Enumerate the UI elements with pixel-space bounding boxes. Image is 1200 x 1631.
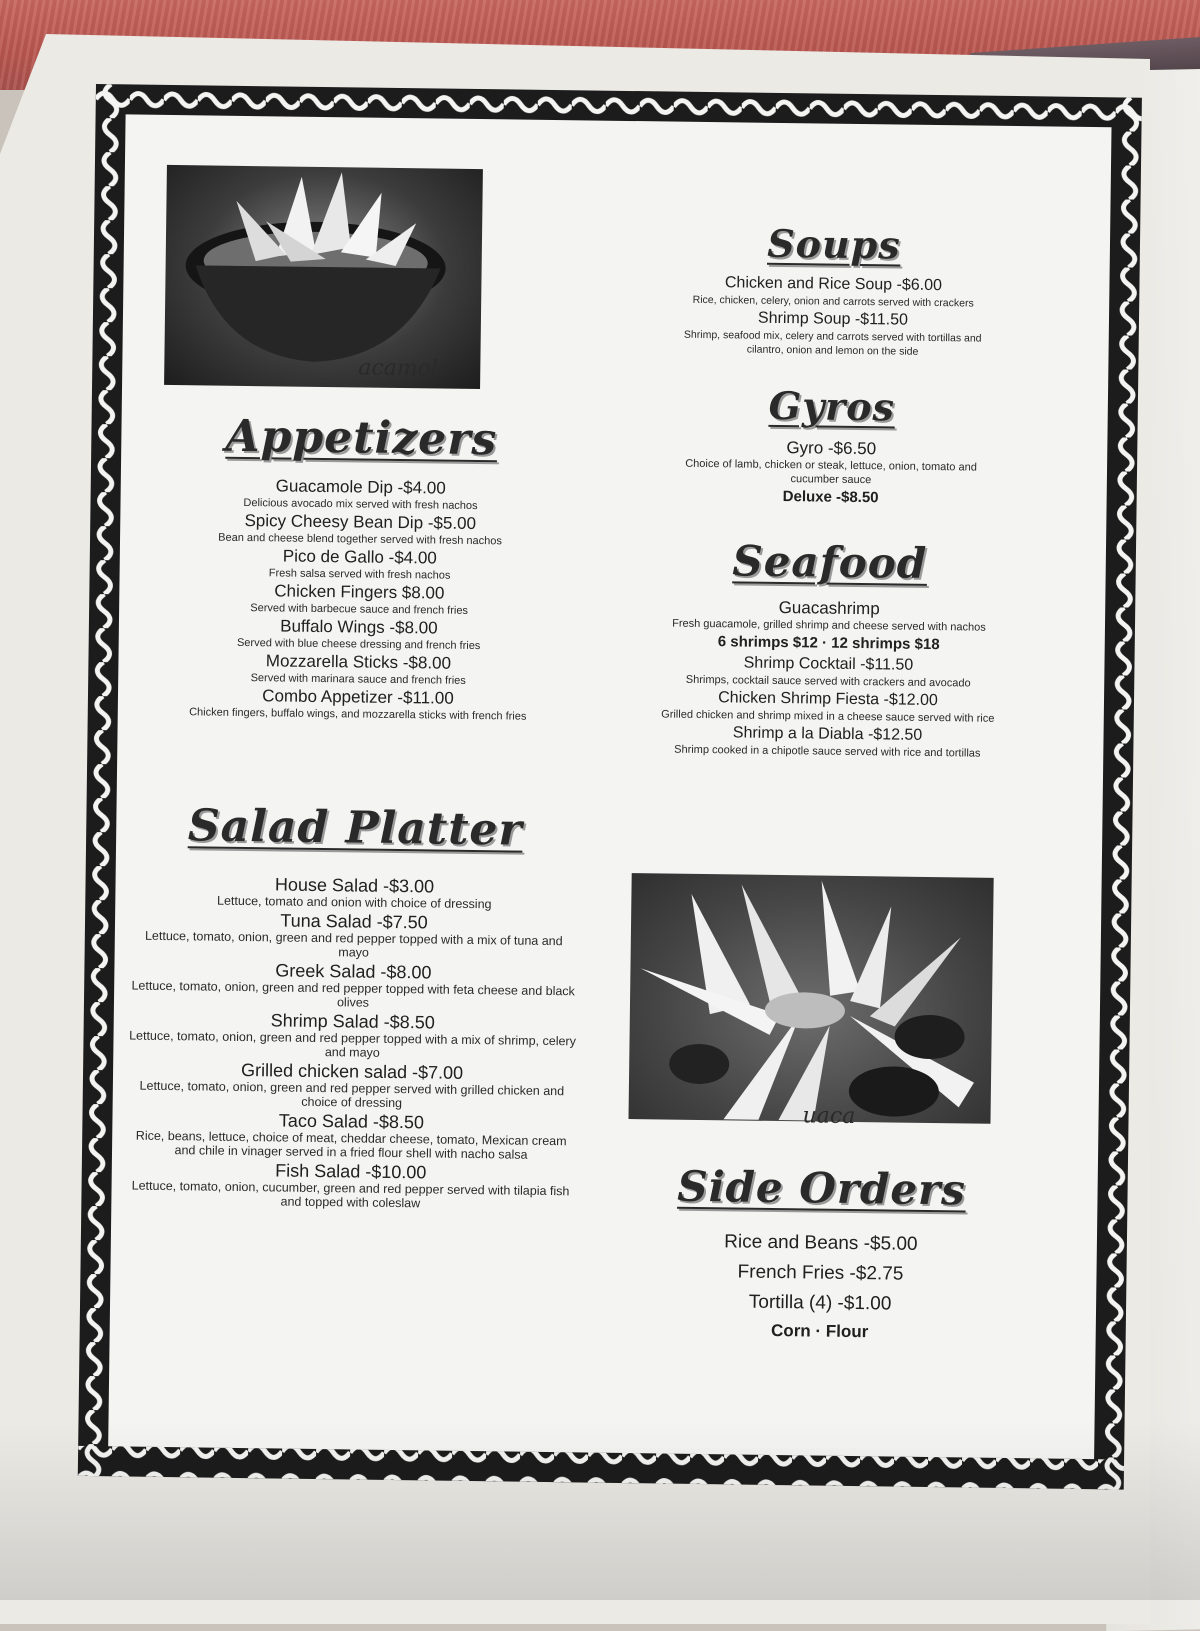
soup-desc: Rice, chicken, celery, onion and carrots served with crackers: [692, 293, 974, 310]
salad-desc: Lettuce, tomato, onion, green and red pepper served with grilled chicken and choice of dressing: [139, 1078, 565, 1111]
appetizer-desc: Chicken fingers, buffalo wings, and mozzarella sticks with french fries: [189, 706, 527, 723]
salad-item: House Salad -$3.00: [274, 874, 435, 897]
appetizer-desc: Delicious avocado mix served with fresh nachos: [243, 496, 478, 513]
soups-list: [667, 273, 998, 360]
guacashrimp-name: Guacashrimp: [778, 597, 880, 619]
soup-item: Chicken and Rice Soup -$6.00: [724, 274, 943, 295]
salad-desc: Lettuce, tomato, onion, green and red pepper topped with a mix of tuna and mayo: [144, 928, 563, 960]
salad-desc: Lettuce, tomato and onion with choice of dressing: [216, 893, 492, 912]
appetizer-item: Guacamole Dip -$4.00: [275, 476, 446, 498]
paper-shadow: [0, 1420, 1200, 1600]
salad-item: Greek Salad -$8.00: [275, 960, 432, 983]
appetizer-desc: Served with blue cheese dressing and french fries: [236, 636, 481, 653]
salad-list: [125, 873, 579, 1213]
side-item: Rice and Beans -$5.00: [724, 1231, 918, 1255]
appetizer-desc: Bean and cheese blend together served with fresh nachos: [218, 531, 503, 548]
seafood-item: Shrimp a la Diabla -$12.50: [732, 724, 923, 744]
salad-item: Tuna Salad -$7.50: [280, 910, 428, 933]
seafood-desc: Grilled chicken and shrimp mixed in a cheese sauce served with rice: [661, 708, 995, 725]
salad-desc: Lettuce, tomato, onion, cucumber, green and red pepper served with tilapia fish and topped with coleslaw: [131, 1178, 570, 1211]
appetizer-item: Chicken Fingers $8.00: [274, 581, 445, 603]
salad-desc: Rice, beans, lettuce, choice of meat, cheddar cheese, tomato, Mexican cream and chile in vinager served in a fried flour shell with nacho salsa: [135, 1128, 567, 1162]
seafood-section: [652, 535, 1005, 761]
seafood-title: Seafood: [732, 536, 928, 588]
appetizer-item: Buffalo Wings -$8.00: [280, 616, 438, 638]
side-item: Tortilla (4) -$1.00: [748, 1291, 892, 1315]
menu-sheet: [78, 84, 1142, 1490]
salad-desc: Lettuce, tomato, onion, green and red pepper topped with feta cheese and black olives: [131, 978, 575, 1010]
guacashrimp-illustration: [628, 873, 993, 1124]
soup-item: Shrimp Soup -$11.50: [757, 309, 909, 329]
guacashrimp-desc: Fresh guacamole, grilled shrimp and cheese served with nachos: [672, 617, 986, 634]
guacamole-bowl-illustration: [164, 165, 483, 389]
soups-title: Soups: [766, 220, 901, 268]
salad-item: Taco Salad -$8.50: [278, 1110, 425, 1133]
salad-item: Grilled chicken salad -$7.00: [240, 1059, 464, 1083]
salad-section: [125, 800, 580, 1215]
appetizer-item: Pico de Gallo -$4.00: [282, 546, 437, 568]
salad-desc: Lettuce, tomato, onion, green and red pepper topped with a mix of shrimp, celery and mayo: [129, 1028, 576, 1060]
salad-title: Salad Platter: [187, 800, 523, 856]
menu-content: [108, 114, 1111, 1459]
appetizer-desc: Fresh salsa served with fresh nachos: [268, 567, 451, 582]
seafood-item: Chicken Shrimp Fiesta -$12.00: [718, 689, 938, 710]
sides-section: [665, 1162, 977, 1344]
soup-desc: Shrimp, seafood mix, celery and carrots served with tortillas and cilantro, onion and lemon on the side: [683, 328, 982, 358]
guacashrimp-photo-caption: uaca: [802, 1103, 856, 1130]
salad-item: Fish Salad -$10.00: [275, 1160, 427, 1183]
appetizer-desc: Served with marinara sauce and french fries: [250, 672, 466, 687]
appetizers-title: Appetizers: [225, 410, 498, 466]
appetizer-item: Spicy Cheesy Bean Dip -$5.00: [244, 510, 477, 534]
seafood-item: Shrimp Cocktail -$11.50: [743, 654, 914, 674]
salad-item: Shrimp Salad -$8.50: [270, 1010, 435, 1033]
seafood-list: [652, 652, 1003, 761]
gyro-desc: Choice of lamb, chicken or steak, lettuce, onion, tomato and cucumber sauce: [685, 457, 977, 487]
seafood-desc: Shrimps, cocktail sauce served with crackers and avocado: [685, 673, 971, 690]
appetizer-item: Combo Appetizer -$11.00: [262, 686, 454, 708]
guacashrimp-photo: [628, 873, 993, 1124]
gyro-deluxe: Deluxe -$8.50: [782, 488, 879, 507]
tortilla-options: Corn · Flour: [770, 1320, 869, 1342]
soups-section: [667, 220, 999, 360]
gyro-item: Gyro -$6.50: [786, 438, 877, 459]
gyros-section: [666, 382, 998, 510]
appetizer-item: Mozzarella Sticks -$8.00: [265, 651, 452, 673]
gyros-title: Gyros: [768, 382, 896, 430]
appetizers-section: [138, 410, 582, 725]
guacashrimp-sizes: 6 shrimps $12 · 12 shrimps $18: [717, 633, 940, 654]
guacamole-photo-caption: acamole: [358, 355, 452, 382]
sides-title: Side Orders: [677, 1161, 967, 1215]
appetizers-list: [138, 475, 581, 725]
side-item: French Fries -$2.75: [737, 1261, 904, 1285]
appetizer-desc: Served with barbecue sauce and french fries: [250, 602, 469, 617]
sides-list: [665, 1227, 976, 1320]
guacamole-photo: [164, 165, 483, 389]
seafood-desc: Shrimp cooked in a chipotle sauce served with rice and tortillas: [674, 743, 981, 760]
